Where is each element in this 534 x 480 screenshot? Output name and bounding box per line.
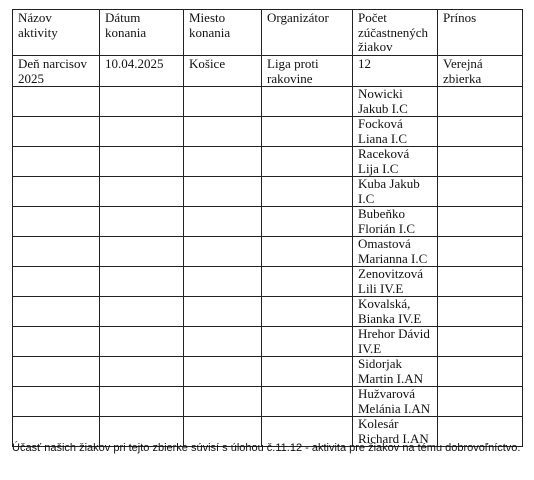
participant-name: Hrehor Dávid IV.E	[353, 327, 438, 357]
empty-cell	[438, 387, 523, 417]
empty-cell	[100, 87, 184, 117]
participant-row	[13, 117, 523, 147]
empty-cell	[13, 117, 100, 147]
participant-name: Nowicki Jakub I.C	[353, 87, 438, 117]
empty-cell	[184, 267, 262, 297]
participant-row	[13, 177, 523, 207]
participant-name: Raceková Lija I.C	[353, 147, 438, 177]
empty-cell	[184, 387, 262, 417]
footnote: Účasť našich žiakov pri tejto zbierke súvisí s úlohou č.11.12 - aktivita pre žiakov na tému dobrovoľníctvo.	[12, 442, 521, 454]
participant-name: Kuba Jakub I.C	[353, 177, 438, 207]
empty-cell	[13, 267, 100, 297]
participant-row	[13, 207, 523, 237]
cell-place: Košice	[184, 56, 262, 87]
empty-cell	[262, 267, 353, 297]
participant-row	[13, 357, 523, 387]
empty-cell	[100, 147, 184, 177]
empty-cell	[438, 177, 523, 207]
activity-row	[13, 56, 523, 87]
participant-row	[13, 297, 523, 327]
empty-cell	[13, 387, 100, 417]
empty-cell	[262, 117, 353, 147]
participant-name: Kovalská, Bianka IV.E	[353, 297, 438, 327]
empty-cell	[13, 237, 100, 267]
empty-cell	[438, 207, 523, 237]
empty-cell	[262, 237, 353, 267]
empty-cell	[438, 267, 523, 297]
participant-row	[13, 327, 523, 357]
participant-row	[13, 237, 523, 267]
header-benefit: Prínos	[438, 10, 523, 56]
empty-cell	[184, 87, 262, 117]
empty-cell	[438, 297, 523, 327]
empty-cell	[262, 327, 353, 357]
participant-name: Bubeňko Florián I.C	[353, 207, 438, 237]
participant-name: Focková Liana I.C	[353, 117, 438, 147]
empty-cell	[184, 147, 262, 177]
empty-cell	[438, 357, 523, 387]
participant-name: Omastová Marianna I.C	[353, 237, 438, 267]
participant-row	[13, 387, 523, 417]
empty-cell	[438, 147, 523, 177]
activity-table	[12, 9, 523, 447]
cell-organizer: Liga proti rakovine	[262, 56, 353, 87]
empty-cell	[100, 117, 184, 147]
participant-name: Zenovitzová Lili IV.E	[353, 267, 438, 297]
participant-row	[13, 87, 523, 117]
header-place: Miesto konania	[184, 10, 262, 56]
empty-cell	[184, 237, 262, 267]
empty-cell	[262, 147, 353, 177]
header-organizer: Organizátor	[262, 10, 353, 56]
empty-cell	[13, 177, 100, 207]
cell-date: 10.04.2025	[100, 56, 184, 87]
empty-cell	[184, 327, 262, 357]
empty-cell	[438, 237, 523, 267]
empty-cell	[13, 327, 100, 357]
empty-cell	[262, 177, 353, 207]
empty-cell	[184, 357, 262, 387]
empty-cell	[100, 177, 184, 207]
cell-count: 12	[353, 56, 438, 87]
empty-cell	[13, 357, 100, 387]
activity-table-body	[13, 10, 523, 447]
header-activity: Názov aktivity	[13, 10, 100, 56]
cell-activity: Deň narcisov 2025	[13, 56, 100, 87]
empty-cell	[262, 297, 353, 327]
empty-cell	[13, 207, 100, 237]
empty-cell	[13, 87, 100, 117]
empty-cell	[100, 207, 184, 237]
empty-cell	[100, 297, 184, 327]
empty-cell	[184, 207, 262, 237]
header-count: Počet zúčastnených žiakov	[353, 10, 438, 56]
empty-cell	[100, 327, 184, 357]
empty-cell	[184, 177, 262, 207]
empty-cell	[262, 357, 353, 387]
empty-cell	[262, 387, 353, 417]
empty-cell	[184, 297, 262, 327]
participant-row	[13, 267, 523, 297]
empty-cell	[438, 327, 523, 357]
empty-cell	[438, 117, 523, 147]
participant-name: Sidorjak Martin I.AN	[353, 357, 438, 387]
empty-cell	[100, 387, 184, 417]
empty-cell	[100, 357, 184, 387]
empty-cell	[13, 147, 100, 177]
empty-cell	[13, 297, 100, 327]
participant-name: Kolesár Richard I.AN	[353, 417, 438, 447]
empty-cell	[262, 207, 353, 237]
participant-name: Hužvarová Melánia I.AN	[353, 387, 438, 417]
empty-cell	[100, 267, 184, 297]
empty-cell	[100, 237, 184, 267]
participant-row	[13, 147, 523, 177]
cell-benefit: Verejná zbierka	[438, 56, 523, 87]
header-row	[13, 10, 523, 56]
empty-cell	[262, 87, 353, 117]
empty-cell	[438, 87, 523, 117]
empty-cell	[184, 117, 262, 147]
header-date: Dátum konania	[100, 10, 184, 56]
